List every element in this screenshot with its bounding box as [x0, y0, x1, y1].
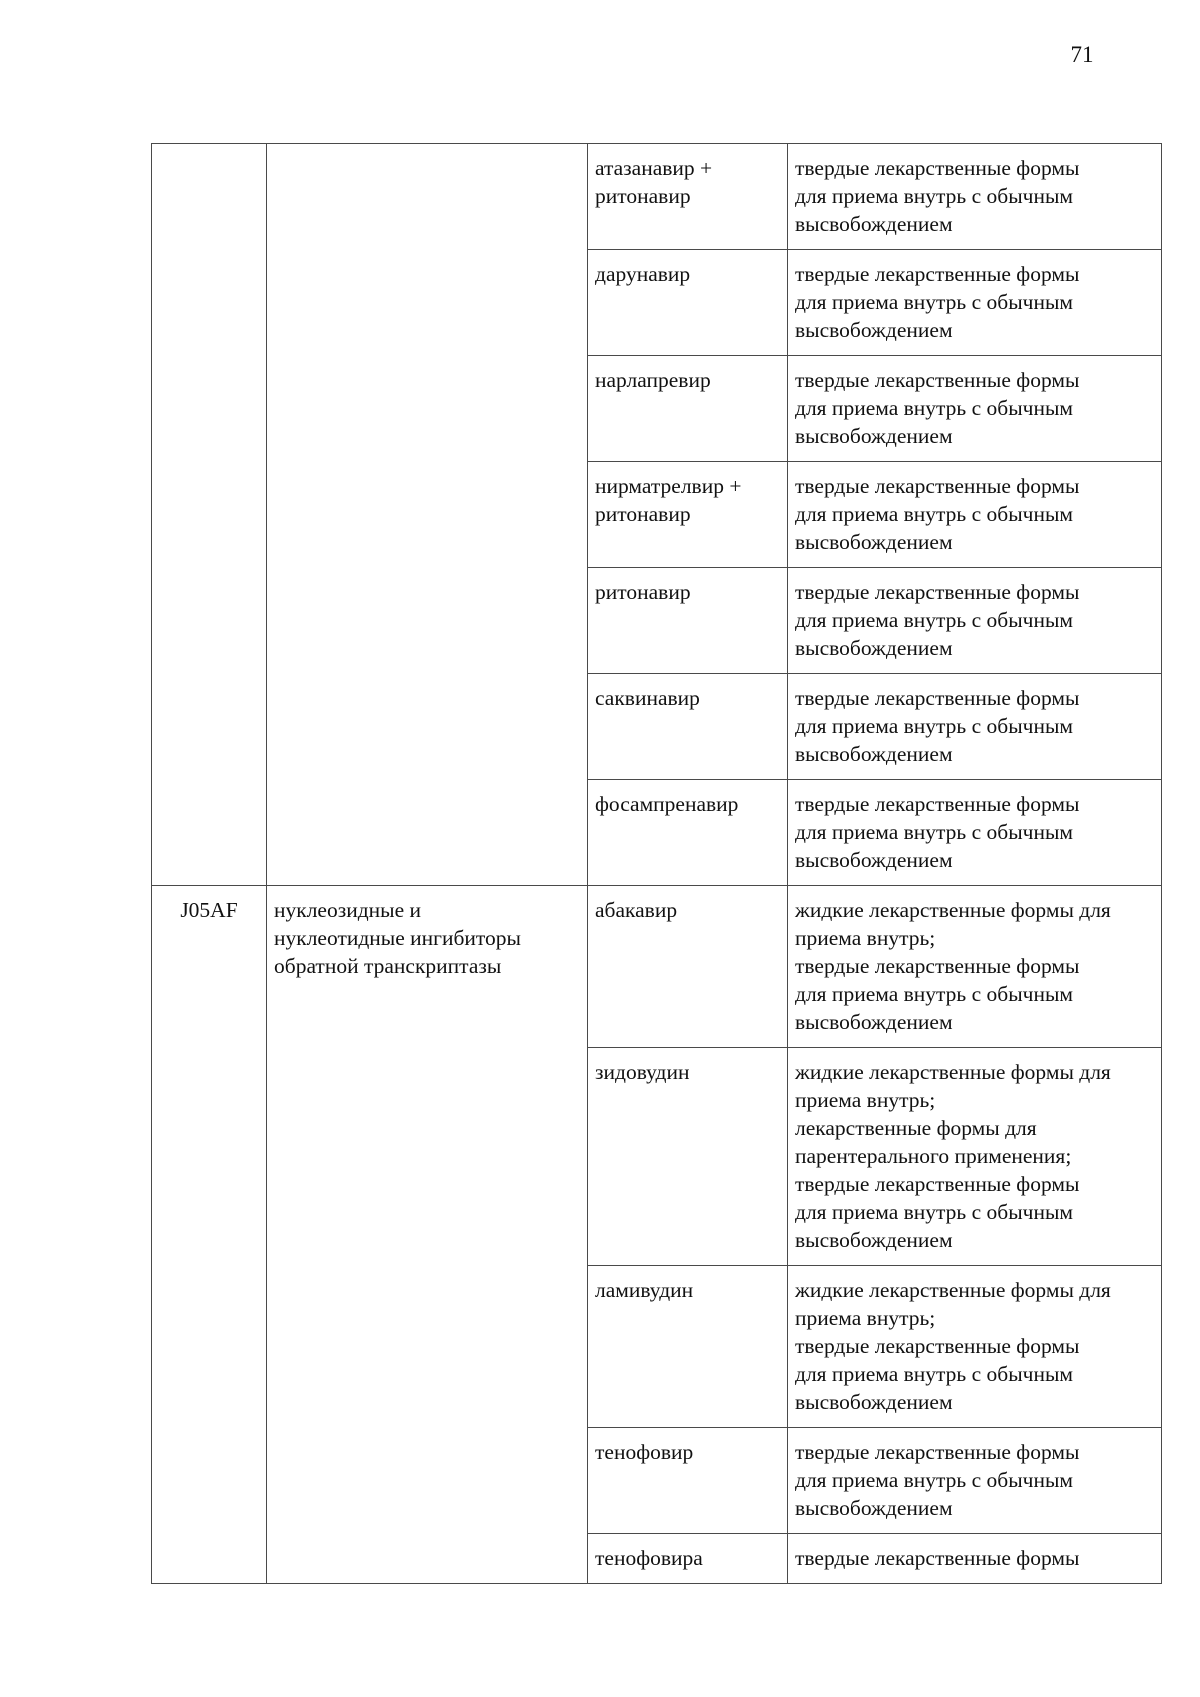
drug-name-line: ритонавир — [595, 580, 691, 604]
dosage-form-cell — [788, 250, 1162, 356]
drug-name-line: нарлапревир — [595, 368, 711, 392]
dosage-form-line: высвобождением — [795, 1390, 953, 1414]
dosage-form-line: для приема внутрь с обычным — [795, 502, 1074, 526]
dosage-form-line: высвобождением — [795, 424, 953, 448]
dosage-form-line: для приема внутрь с обычным — [795, 1362, 1074, 1386]
dosage-form-line: твердые лекарственные формы — [795, 368, 1080, 392]
dosage-form-line: высвобождением — [795, 742, 953, 766]
dosage-form-line: твердые лекарственные формы — [795, 474, 1080, 498]
drug-name-line: тенофовир — [595, 1440, 694, 1464]
dosage-form-line: твердые лекарственные формы — [795, 580, 1080, 604]
pharm-group-name-line: нуклеотидные ингибиторы — [274, 926, 521, 950]
drug-name-line: ритонавир — [595, 184, 691, 208]
dosage-form-line: высвобождением — [795, 1010, 953, 1034]
table-body — [152, 144, 1162, 1584]
dosage-form-line: парентерального применения; — [795, 1144, 1072, 1168]
dosage-form-cell — [788, 886, 1162, 1048]
drug-name-line: саквинавир — [595, 686, 700, 710]
dosage-form-line: твердые лекарственные формы — [795, 1546, 1080, 1570]
drug-name-cell — [588, 250, 788, 356]
drug-name-line: ритонавир — [595, 502, 691, 526]
drug-name-cell — [588, 1428, 788, 1534]
drug-name-cell — [588, 462, 788, 568]
dosage-form-line: для приема внутрь с обычным — [795, 184, 1074, 208]
drug-name-line: абакавир — [595, 898, 678, 922]
dosage-form-line: для приема внутрь с обычным — [795, 982, 1074, 1006]
drug-name-line: ламивудин — [595, 1278, 694, 1302]
dosage-form-line: приема внутрь; — [795, 1088, 936, 1112]
dosage-form-line: для приема внутрь с обычным — [795, 608, 1074, 632]
table-row — [152, 144, 1162, 250]
atc-code: J05AF — [180, 898, 238, 922]
dosage-form-line: высвобождением — [795, 212, 953, 236]
atc-code-cell — [152, 886, 267, 1584]
dosage-form-line: высвобождением — [795, 1496, 953, 1520]
dosage-form-line: для приема внутрь с обычным — [795, 290, 1074, 314]
dosage-form-line: твердые лекарственные формы — [795, 1440, 1080, 1464]
drug-name-line: тенофовира — [595, 1546, 703, 1570]
pharm-group-cell — [267, 144, 588, 886]
dosage-form-line: жидкие лекарственные формы для — [795, 1060, 1111, 1084]
pharm-group-name-line: обратной транскриптазы — [274, 954, 502, 978]
dosage-form-line: для приема внутрь с обычным — [795, 396, 1074, 420]
drug-table — [151, 143, 1162, 1584]
dosage-form-line: для приема внутрь с обычным — [795, 714, 1074, 738]
table-row — [152, 886, 1162, 1048]
dosage-form-line: жидкие лекарственные формы для — [795, 1278, 1111, 1302]
pharm-group-cell — [267, 886, 588, 1584]
drug-name-cell — [588, 780, 788, 886]
page-number: 71 — [1070, 42, 1094, 67]
dosage-form-cell — [788, 1048, 1162, 1266]
dosage-form-cell — [788, 780, 1162, 886]
dosage-form-line: для приема внутрь с обычным — [795, 1468, 1074, 1492]
dosage-form-line: лекарственные формы для — [795, 1116, 1037, 1140]
dosage-form-line: для приема внутрь с обычным — [795, 1200, 1074, 1224]
drug-name-cell — [588, 1266, 788, 1428]
drug-name-cell — [588, 144, 788, 250]
dosage-form-line: приема внутрь; — [795, 926, 936, 950]
drug-name-line: дарунавир — [595, 262, 691, 286]
dosage-form-line: твердые лекарственные формы — [795, 262, 1080, 286]
dosage-form-line: высвобождением — [795, 1228, 953, 1252]
dosage-form-line: высвобождением — [795, 848, 953, 872]
dosage-form-line: твердые лекарственные формы — [795, 954, 1080, 978]
dosage-form-line: твердые лекарственные формы — [795, 156, 1080, 180]
dosage-form-line: твердые лекарственные формы — [795, 1334, 1080, 1358]
dosage-form-line: для приема внутрь с обычным — [795, 820, 1074, 844]
dosage-form-cell — [788, 144, 1162, 250]
drug-name-cell — [588, 1534, 788, 1584]
dosage-form-cell — [788, 462, 1162, 568]
pharm-group-name-line: нуклеозидные и — [274, 898, 422, 922]
drug-name-line: атазанавир + — [595, 156, 713, 180]
dosage-form-cell — [788, 356, 1162, 462]
drug-name-cell — [588, 1048, 788, 1266]
dosage-form-cell — [788, 1534, 1162, 1584]
dosage-form-cell — [788, 568, 1162, 674]
dosage-form-line: высвобождением — [795, 636, 953, 660]
drug-name-line: зидовудин — [595, 1060, 690, 1084]
drug-name-line: фосампренавир — [595, 792, 739, 816]
drug-name-cell — [588, 568, 788, 674]
dosage-form-line: твердые лекарственные формы — [795, 686, 1080, 710]
dosage-form-line: высвобождением — [795, 318, 953, 342]
drug-name-cell — [588, 674, 788, 780]
drug-name-cell — [588, 356, 788, 462]
dosage-form-cell — [788, 1428, 1162, 1534]
dosage-form-cell — [788, 1266, 1162, 1428]
dosage-form-line: твердые лекарственные формы — [795, 792, 1080, 816]
dosage-form-line: жидкие лекарственные формы для — [795, 898, 1111, 922]
drug-name-cell — [588, 886, 788, 1048]
dosage-form-line: твердые лекарственные формы — [795, 1172, 1080, 1196]
drug-name-line: нирматрелвир + — [595, 474, 742, 498]
atc-code-cell — [152, 144, 267, 886]
dosage-form-line: высвобождением — [795, 530, 953, 554]
dosage-form-line: приема внутрь; — [795, 1306, 936, 1330]
dosage-form-cell — [788, 674, 1162, 780]
